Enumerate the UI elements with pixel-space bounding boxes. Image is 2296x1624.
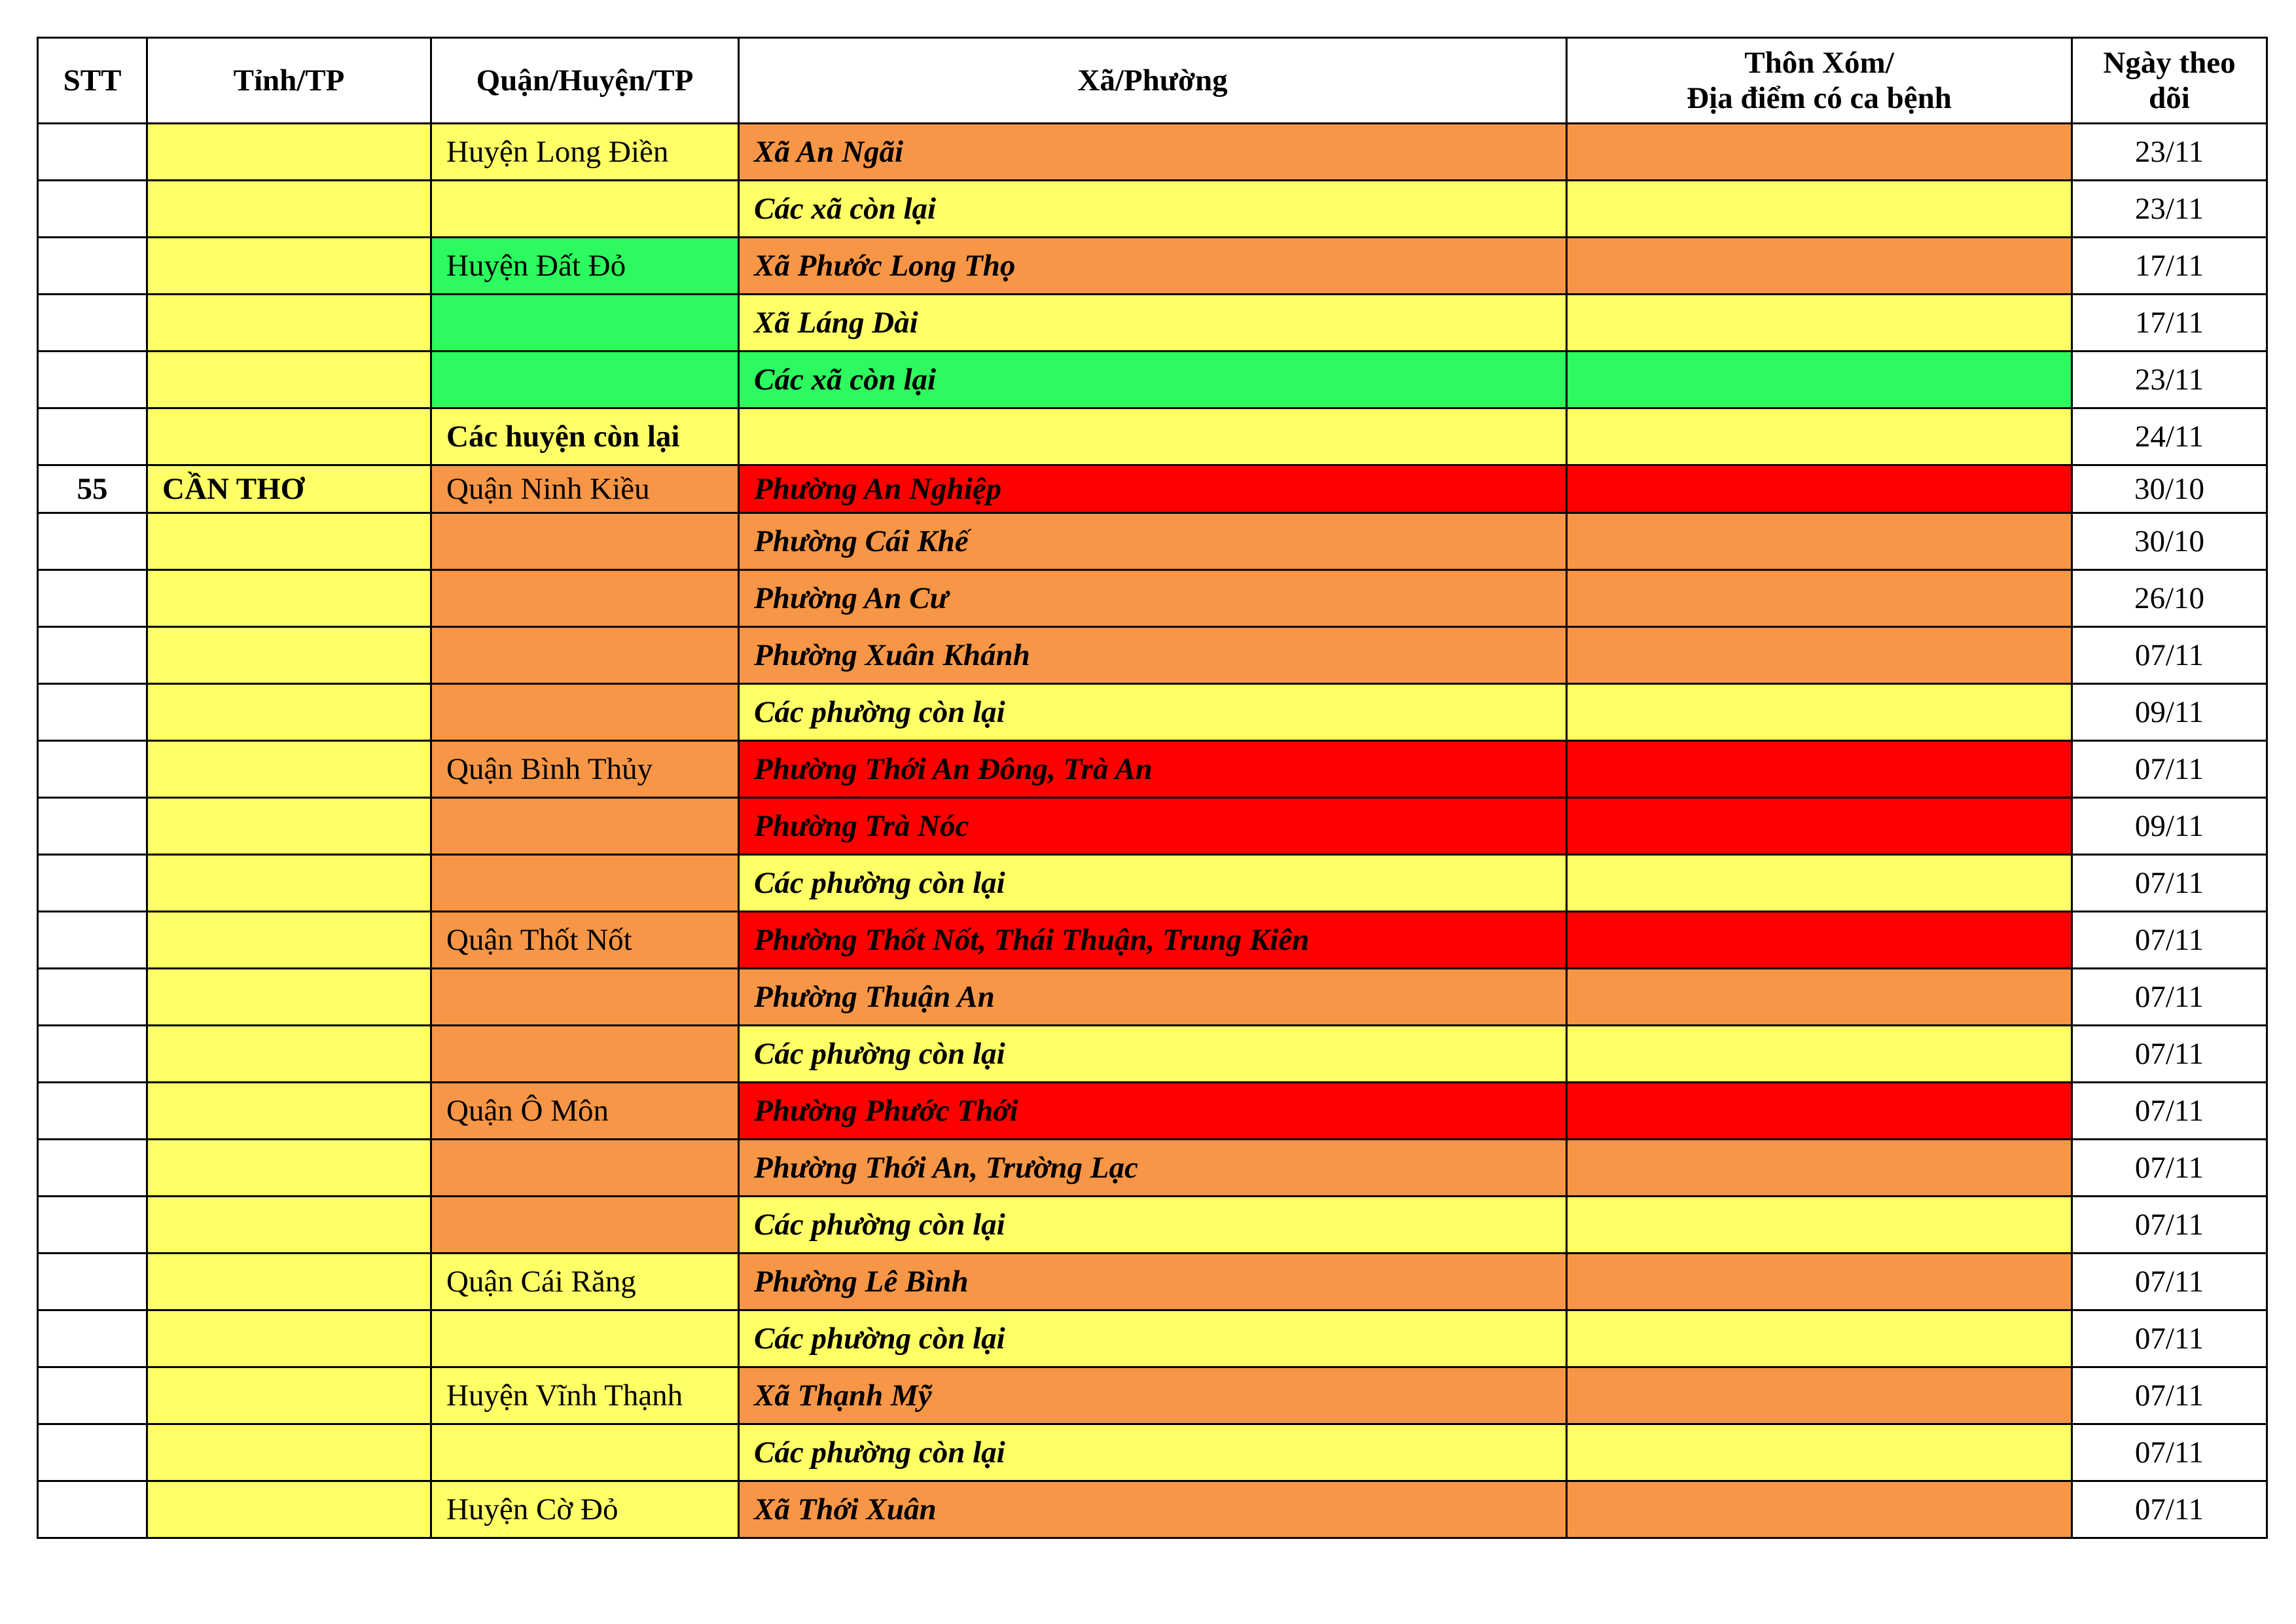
table-header [38,38,2267,124]
cell-hamlet [1567,855,2072,912]
cell-district: Huyện Đất Đỏ [431,238,739,295]
cell-commune: Phường Trà Nóc [739,798,1567,855]
table-row [38,1197,2267,1254]
header-district: Quận/Huyện/TP [431,38,739,124]
cell-date: 09/11 [2072,684,2267,741]
cell-date: 23/11 [2072,352,2267,408]
cell-province [147,570,431,627]
cell-date: 30/10 [2072,513,2267,570]
cell-stt [38,1254,147,1310]
cell-province [147,798,431,855]
cell-stt [38,1310,147,1367]
cell-date: 07/11 [2072,1481,2267,1538]
cell-hamlet [1567,570,2072,627]
table-row [38,627,2267,684]
cell-district: Huyện Vĩnh Thạnh [431,1367,739,1424]
cell-date: 07/11 [2072,1083,2267,1140]
header-stt: STT [38,38,147,124]
cell-commune: Các xã còn lại [739,181,1567,238]
cell-province [147,969,431,1026]
cell-province [147,181,431,238]
cell-date: 30/10 [2072,465,2267,513]
cell-province [147,855,431,912]
table-row [38,352,2267,408]
cell-hamlet [1567,912,2072,969]
header-hamlet [1567,38,2072,124]
cell-hamlet [1567,627,2072,684]
table-row [38,969,2267,1026]
cell-commune: Các xã còn lại [739,352,1567,408]
cell-district [431,969,739,1026]
cell-commune: Phường Cái Khế [739,513,1567,570]
table-row [38,741,2267,798]
cell-commune: Xã Phước Long Thọ [739,238,1567,295]
table-row [38,1481,2267,1538]
cell-district [431,570,739,627]
cell-province [147,1481,431,1538]
cell-stt [38,684,147,741]
cell-date: 07/11 [2072,1140,2267,1197]
table-row [38,124,2267,181]
cell-date: 17/11 [2072,238,2267,295]
cell-province [147,912,431,969]
cell-commune: Xã An Ngãi [739,124,1567,181]
cell-hamlet [1567,295,2072,352]
header-commune: Xã/Phường [739,38,1567,124]
cell-hamlet [1567,352,2072,408]
cell-stt [38,1424,147,1481]
cell-commune: Xã Láng Dài [739,295,1567,352]
cell-date: 07/11 [2072,1026,2267,1083]
table-row [38,855,2267,912]
cell-district [431,627,739,684]
cell-hamlet [1567,513,2072,570]
cell-stt [38,798,147,855]
cell-stt [38,1140,147,1197]
table-row [38,912,2267,969]
table-row [38,1254,2267,1310]
cell-hamlet [1567,1083,2072,1140]
cell-district [431,295,739,352]
table-row [38,238,2267,295]
cell-hamlet [1567,684,2072,741]
cell-commune: Phường Thới An Đông, Trà An [739,741,1567,798]
header-row [38,38,2267,124]
cell-stt [38,124,147,181]
cell-district: Quận Ô Môn [431,1083,739,1140]
cell-commune: Các phường còn lại [739,1197,1567,1254]
cell-hamlet [1567,1481,2072,1538]
header-province: Tỉnh/TP [147,38,431,124]
cell-hamlet [1567,1254,2072,1310]
cell-date: 07/11 [2072,1197,2267,1254]
cell-date: 07/11 [2072,627,2267,684]
cell-hamlet [1567,1140,2072,1197]
cell-district [431,1310,739,1367]
header-hamlet-line2: Địa điểm có ca bệnh [1687,81,1952,115]
cell-hamlet [1567,1026,2072,1083]
cell-stt [38,1026,147,1083]
cell-district: Huyện Cờ Đỏ [431,1481,739,1538]
cell-hamlet [1567,465,2072,513]
cell-stt [38,513,147,570]
cell-hamlet [1567,238,2072,295]
cell-province [147,684,431,741]
cell-hamlet [1567,1197,2072,1254]
table-row [38,181,2267,238]
cell-commune: Phường Thuận An [739,969,1567,1026]
cell-stt [38,912,147,969]
cell-commune: Xã Thạnh Mỹ [739,1367,1567,1424]
cell-commune: Xã Thới Xuân [739,1481,1567,1538]
cell-province [147,741,431,798]
cell-commune: Phường Lê Bình [739,1254,1567,1310]
cell-province [147,1026,431,1083]
cell-date: 07/11 [2072,1254,2267,1310]
cell-commune: Phường Thới An, Trường Lạc [739,1140,1567,1197]
cell-stt [38,181,147,238]
header-date [2072,38,2267,124]
cell-commune: Các phường còn lại [739,1424,1567,1481]
cell-stt [38,352,147,408]
cell-province [147,408,431,465]
cell-date: 26/10 [2072,570,2267,627]
cell-stt [38,969,147,1026]
cell-hamlet [1567,741,2072,798]
cell-date: 07/11 [2072,855,2267,912]
table-row [38,1424,2267,1481]
cell-stt [38,627,147,684]
cell-date: 23/11 [2072,124,2267,181]
cell-stt [38,1083,147,1140]
cell-commune: Các phường còn lại [739,684,1567,741]
cell-province [147,1083,431,1140]
header-date-line2: dõi [2149,81,2190,115]
cell-province [147,124,431,181]
table-row [38,408,2267,465]
cell-commune: Các phường còn lại [739,1310,1567,1367]
cell-stt [38,1197,147,1254]
cell-commune: Các phường còn lại [739,1026,1567,1083]
cell-province [147,352,431,408]
cell-district: Các huyện còn lại [431,408,739,465]
table-row [38,684,2267,741]
cell-date: 07/11 [2072,1367,2267,1424]
cell-stt [38,570,147,627]
cell-province: CẦN THƠ [147,465,431,513]
table-row [38,1083,2267,1140]
cell-district: Huyện Long Điền [431,124,739,181]
cell-hamlet [1567,408,2072,465]
cell-date: 17/11 [2072,295,2267,352]
cell-hamlet [1567,1367,2072,1424]
zone-table [37,37,2268,1539]
cell-district [431,181,739,238]
cell-province [147,1254,431,1310]
cell-district [431,855,739,912]
cell-commune: Phường Thốt Nốt, Thái Thuận, Trung Kiên [739,912,1567,969]
table-body [38,124,2267,1538]
cell-stt [38,1481,147,1538]
cell-district [431,1140,739,1197]
cell-date: 07/11 [2072,912,2267,969]
table-row [38,1310,2267,1367]
cell-date: 09/11 [2072,798,2267,855]
cell-district [431,513,739,570]
cell-date: 23/11 [2072,181,2267,238]
cell-commune: Phường Xuân Khánh [739,627,1567,684]
cell-commune: Phường Phước Thới [739,1083,1567,1140]
cell-hamlet [1567,181,2072,238]
table-row [38,513,2267,570]
cell-province [147,513,431,570]
table-row [38,295,2267,352]
cell-stt [38,855,147,912]
cell-hamlet [1567,969,2072,1026]
cell-district: Quận Ninh Kiều [431,465,739,513]
cell-stt: 55 [38,465,147,513]
cell-date: 07/11 [2072,1310,2267,1367]
cell-province [147,1197,431,1254]
table-row [38,1140,2267,1197]
cell-district [431,1197,739,1254]
cell-commune [739,408,1567,465]
cell-province [147,238,431,295]
table-row [38,465,2267,513]
cell-hamlet [1567,798,2072,855]
cell-district [431,1424,739,1481]
cell-date: 07/11 [2072,969,2267,1026]
cell-date: 07/11 [2072,741,2267,798]
cell-province [147,1367,431,1424]
cell-date: 24/11 [2072,408,2267,465]
cell-province [147,1424,431,1481]
cell-date: 07/11 [2072,1424,2267,1481]
cell-district: Quận Cái Răng [431,1254,739,1310]
cell-district [431,798,739,855]
cell-commune: Các phường còn lại [739,855,1567,912]
cell-hamlet [1567,124,2072,181]
header-hamlet-line1: Thôn Xóm/ [1744,46,1894,80]
cell-district [431,352,739,408]
cell-stt [38,408,147,465]
cell-province [147,1310,431,1367]
cell-hamlet [1567,1424,2072,1481]
cell-district: Quận Thốt Nốt [431,912,739,969]
cell-stt [38,1367,147,1424]
table-row [38,1367,2267,1424]
cell-stt [38,741,147,798]
header-date-line1: Ngày theo [2103,46,2236,80]
cell-hamlet [1567,1310,2072,1367]
cell-commune: Phường An Nghiệp [739,465,1567,513]
table-row [38,1026,2267,1083]
cell-district: Quận Bình Thủy [431,741,739,798]
cell-stt [38,295,147,352]
cell-province [147,295,431,352]
table-row [38,798,2267,855]
cell-district [431,1026,739,1083]
cell-province [147,1140,431,1197]
cell-district [431,684,739,741]
table-row [38,570,2267,627]
cell-commune: Phường An Cư [739,570,1567,627]
cell-province [147,627,431,684]
cell-stt [38,238,147,295]
